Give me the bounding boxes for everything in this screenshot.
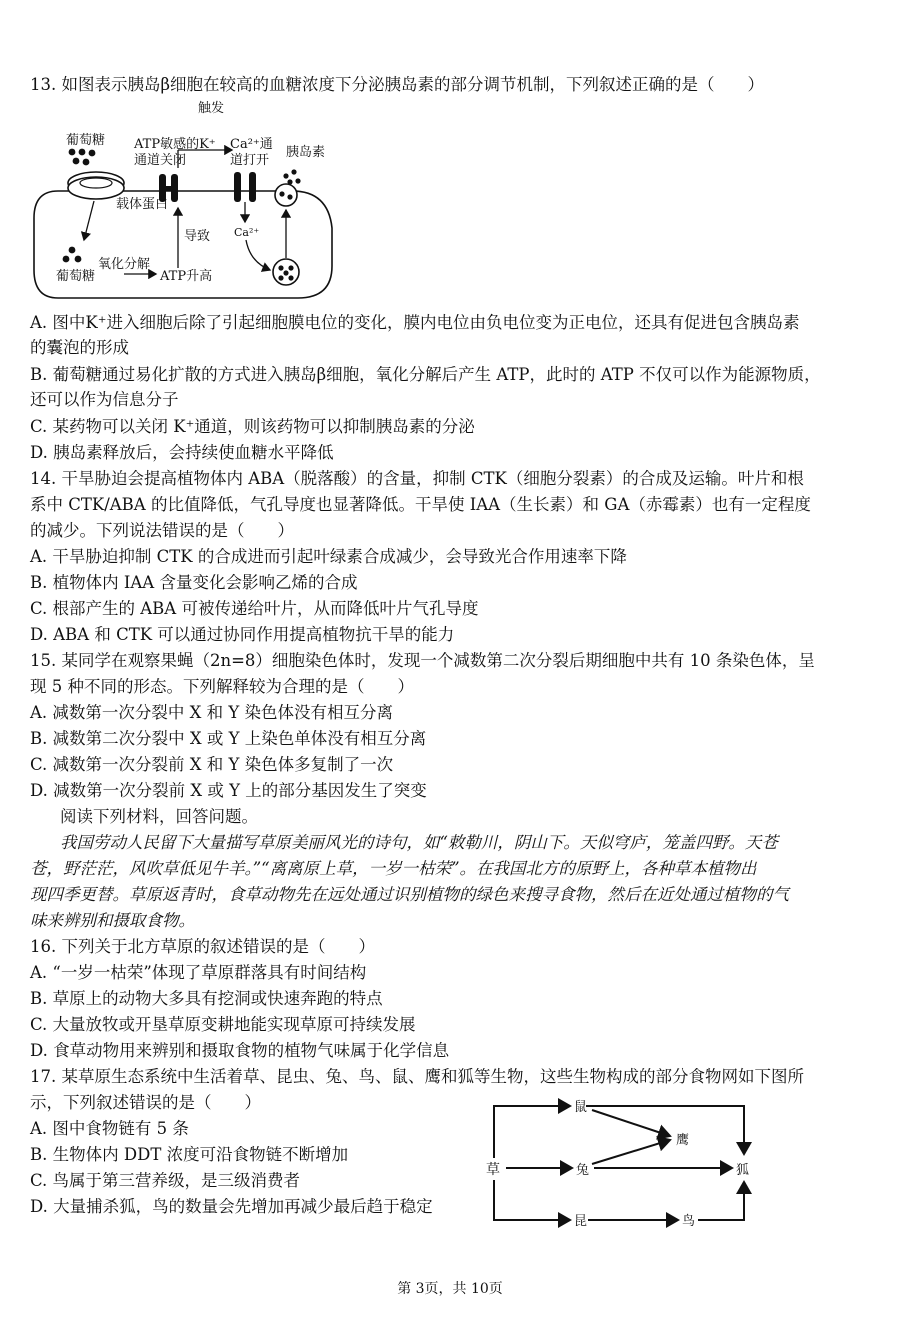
edge-mouse-eagle [592,1110,670,1136]
reading-intro: 阅读下列材料，回答问题。 [60,807,258,826]
ca-channel-right [249,172,256,202]
q16-option-d: D. 食草动物用来辨别和摄取食物的植物气味属于化学信息 [30,1041,450,1060]
node-fox: 狐 [736,1163,750,1178]
q13-option-d: D. 胰岛素释放后，会持续使血糖水平降低 [30,443,334,462]
label-causes: 导致 [184,229,211,244]
q14-option-b: B. 植物体内 IAA 含量变化会影响乙烯的合成 [30,573,358,592]
label-ca-2: 道打开 [230,153,270,168]
glucose-dots-inside [63,247,82,263]
arrow-glucose-down [84,201,94,240]
label-glucose-out: 葡萄糖 [66,133,106,148]
label-katp-1: ATP敏感的K⁺ [134,137,216,152]
node-bird: 鸟 [682,1214,696,1229]
q13-option-a-line1: A. 图中K⁺进入细胞后除了引起细胞膜电位的变化，膜内电位由负电位变为正电位，还具有促进包含胰岛素 [30,313,800,332]
node-insect: 昆 [574,1214,588,1229]
arrow-ca-to-vesicle [246,240,270,270]
node-grass: 草 [486,1162,500,1178]
q13-option-b-line1: B. 葡萄糖通过易化扩散的方式进入胰岛β细胞，氧化分解后产生 ATP，此时的 ATP 不仅可以作为能源物质， [30,365,821,384]
q15-stem-line2: 现 5 种不同的形态。下列解释较为合理的是（ ） [30,677,414,696]
q14-stem-line1: 14. 干旱胁迫会提高植物体内 ABA（脱落酸）的含量，抑制 CTK（细胞分裂素）的合成及运输。叶片和根 [30,469,804,488]
q14-stem-line3: 的减少。下列说法错误的是（ ） [30,521,294,540]
q13-option-c: C. 某药物可以关闭 K⁺通道，则该药物可以抑制胰岛素的分泌 [30,417,475,436]
q17-option-d: D. 大量捕杀狐，鸟的数量会先增加再减少最后趋于稳定 [30,1197,433,1216]
q14-option-c: C. 根部产生的 ABA 可被传递给叶片，从而降低叶片气孔导度 [30,599,479,618]
node-rabbit: 兔 [576,1163,590,1178]
label-ca-1: Ca²⁺通 [230,137,273,152]
label-trigger: 触发 [198,101,225,116]
glucose-dots-outside [69,149,96,166]
reading-passage-line1: 我国劳动人民留下大量描写草原美丽风光的诗句，如“敕勒川，阴山下。天似穹庐，笼盖四野。天苍 [60,833,778,852]
node-eagle: 鹰 [676,1133,690,1148]
edge-grass-insect [494,1180,570,1220]
q13-option-a-line2: 的囊泡的形成 [30,338,129,357]
label-insulin: 胰岛素 [286,145,326,160]
label-katp-2: 通道关闭 [134,153,187,168]
label-oxidize: 氧化分解 [98,257,151,272]
page-footer: 第 3页，共 10页 [397,1281,503,1297]
node-mouse: 鼠 [574,1100,588,1115]
reading-passage-line3: 现四季更替。草原返青时，食草动物先在远处通过识别植物的绿色来搜寻食物，然后在近处通过植物的气 [30,885,789,904]
edge-mouse-fox [586,1106,744,1154]
edge-grass-mouse [494,1106,570,1158]
q17-option-b: B. 生物体内 DDT 浓度可沿食物链不断增加 [30,1145,349,1164]
q15-option-a: A. 减数第一次分裂中 X 和 Y 染色体没有相互分离 [30,703,394,722]
q16-option-a: A. “一岁一枯荣”体现了草原群落具有时间结构 [30,963,367,982]
q15-option-b: B. 减数第二次分裂中 X 或 Y 上染色单体没有相互分离 [30,729,427,748]
insulin-vesicle-fusing [275,184,297,206]
q14-stem-line2: 系中 CTK/ABA 的比值降低，气孔导度也显著降低。干旱使 IAA（生长素）和 GA（赤霉素）也有一定程度 [30,495,811,514]
q17-option-c: C. 鸟属于第三营养级，是三级消费者 [30,1171,301,1190]
q15-stem-line1: 15. 某同学在观察果蝇（2n=8）细胞染色体时，发现一个减数第二次分裂后期细胞中共有 10 条染色体，呈 [30,651,815,670]
q16-option-c: C. 大量放牧或开垦草原变耕地能实现草原可持续发展 [30,1015,416,1034]
q16-option-b: B. 草原上的动物大多具有挖洞或快速奔跑的特点 [30,989,383,1008]
q17-stem-line2: 示，下列叙述错误的是（ ） [30,1093,261,1112]
ca-channel-left [234,172,241,202]
label-glucose-in: 葡萄糖 [56,269,96,284]
reading-passage-line2: 苍，野茫茫，风吹草低见牛羊。”“离离原上草，一岁一枯荣”。在我国北方的原野上，各种草本植物出 [30,859,757,878]
q13-option-b-line2: 还可以作为信息分子 [30,390,179,409]
food-web-diagram [470,1092,770,1232]
q13-stem: 13. 如图表示胰岛β细胞在较高的血糖浓度下分泌胰岛素的部分调节机制，下列叙述正确的是（ ） [30,75,765,94]
insulin-secretion-diagram [28,98,348,306]
q16-stem: 16. 下列关于北方草原的叙述错误的是（ ） [30,937,375,956]
q15-option-d: D. 减数第一次分裂前 X 或 Y 上的部分基因发生了突变 [30,781,427,800]
label-ca-ion: Ca²⁺ [234,226,260,239]
reading-passage-line4: 味来辨别和摄取食物。 [30,911,195,930]
edge-bird-fox [698,1182,744,1220]
label-carrier: 载体蛋白 [116,197,169,212]
q14-option-a: A. 干旱胁迫抑制 CTK 的合成进而引起叶绿素合成减少，会导致光合作用速率下降 [30,547,627,566]
q17-option-a: A. 图中食物链有 5 条 [30,1119,189,1138]
q17-stem-line1: 17. 某草原生态系统中生活着草、昆虫、兔、鸟、鼠、鹰和狐等生物，这些生物构成的部分食物网如下图所 [30,1067,804,1086]
q14-option-d: D. ABA 和 CTK 可以通过协同作用提高植物抗干旱的能力 [30,625,455,644]
label-atp-up: ATP升高 [160,269,213,284]
edge-rabbit-eagle [592,1140,670,1164]
q15-option-c: C. 减数第一次分裂前 X 和 Y 染色体多复制了一次 [30,755,394,774]
